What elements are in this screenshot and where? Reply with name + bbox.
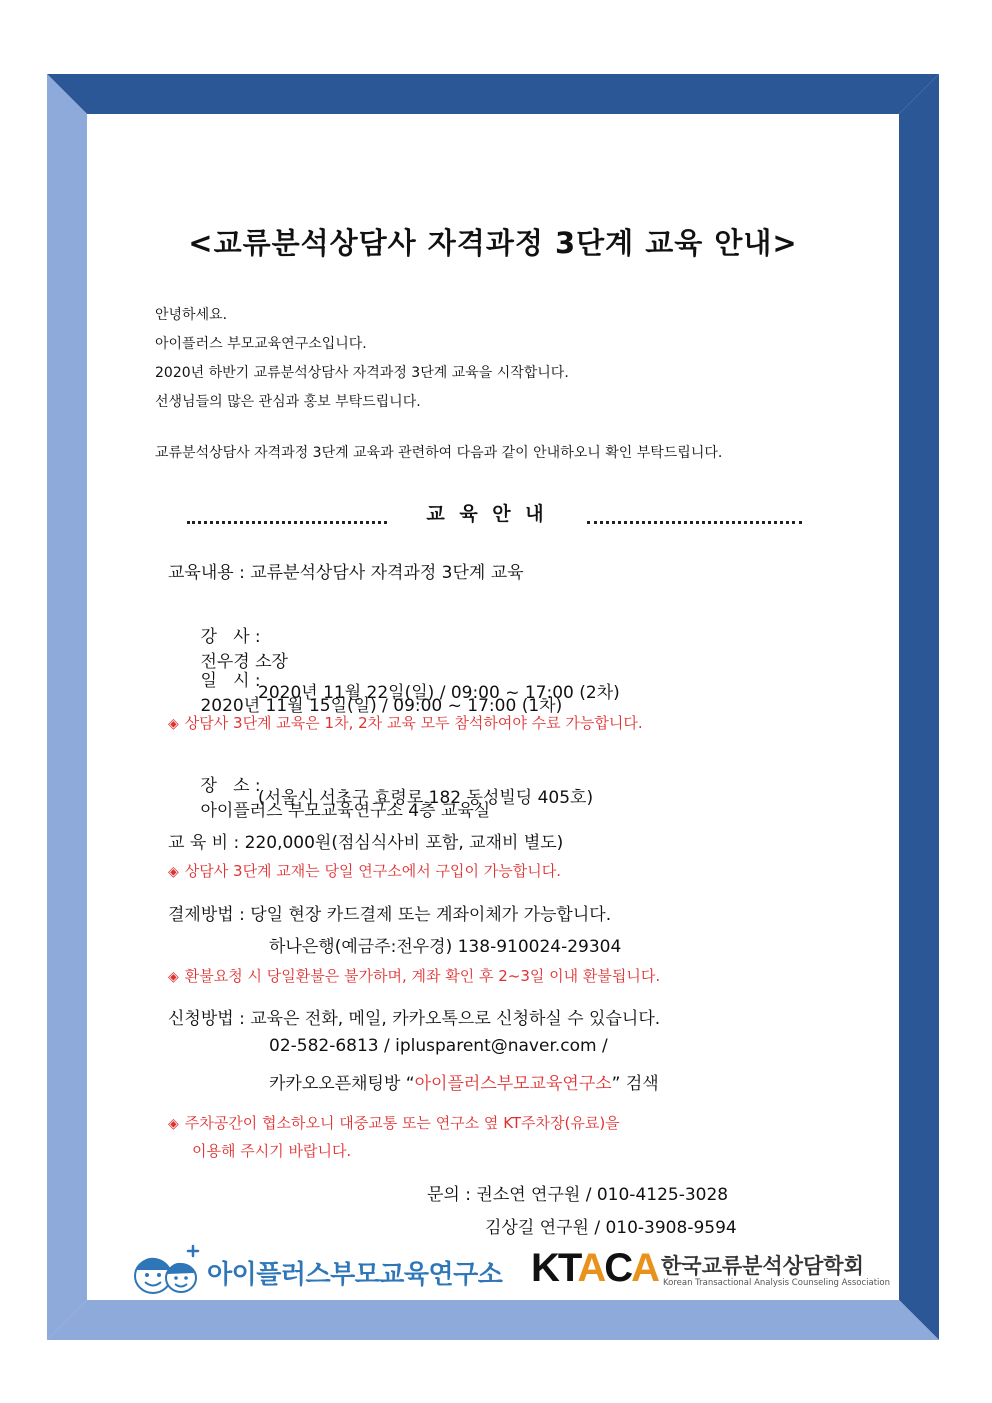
detail-fee [168,828,563,853]
contact-label: 문의 : [427,1185,471,1205]
bullet-diamond-icon: ◈ [168,716,179,732]
detail-label: 강 사 : [200,627,261,647]
detail-label: 장 소 : [200,776,261,796]
detail-label: 교육내용 : [168,563,245,583]
ktaca-name-en: Korean Transactional Analysis Counseling Association [663,1278,890,1288]
detail-value: 아이플러스 부모교육연구소 4층 교육실 [200,801,491,821]
detail-value: 220,000원(점심식사비 포함, 교재비 별도) [244,833,564,853]
contact-value: 권소연 연구원 / 010-4125-3028 [476,1185,729,1205]
detail-apply-line3 [269,1069,659,1094]
smiling-child-icon [131,1242,207,1306]
detail-payment [168,900,611,925]
detail-value: 교류분석상담사 자격과정 3단계 교육 [250,563,524,583]
intro-line: 안녕하세요. [155,307,228,323]
note-text: 주차공간이 협소하오니 대중교통 또는 연구소 옆 KT주차장(유료)을 [184,1114,620,1132]
schedule-note [168,712,643,733]
notice-text: 교류분석상담사 자격과정 3단계 교육과 관련하여 다음과 같이 안내하오니 확인 부탁드립니다. [155,445,723,461]
detail-schedule-line2: 2020년 11월 22일(일) / 09:00 ~ 17:00 (2차) [258,683,620,703]
bullet-diamond-icon: ◈ [168,1116,179,1132]
intro-line: 아이플러스 부모교육연구소입니다. [155,336,367,352]
section-title: 교 육 안 내 [426,503,548,525]
document-body [87,114,899,1300]
page-title: <교류분석상담사 자격과정 3단계 교육 안내> [188,226,798,260]
contact-line2: 김상길 연구원 / 010-3908-9594 [485,1218,737,1238]
intro-line: 선생님들의 많은 관심과 홍보 부탁드립니다. [155,394,421,410]
apply-suffix: ” 검색 [611,1074,659,1094]
detail-label: 신청방법 : [168,1009,245,1029]
dotted-leader-right [587,521,802,524]
parking-note [168,1112,620,1133]
apply-highlight: 아이플러스부모교육연구소 [414,1074,612,1094]
detail-apply [168,1004,660,1029]
detail-payment-line2: 하나은행(예금주:전우경) 138-910024-29304 [269,937,622,957]
note-text: 상담사 3단계 교육은 1차, 2차 교육 모두 참석하여야 수료 가능합니다. [184,714,643,732]
parking-note-line2: 이용해 주시기 바랍니다. [192,1142,352,1160]
fee-note [168,860,561,881]
detail-label: 교 육 비 : [168,833,240,853]
ktaca-mark: KTACA [531,1246,659,1290]
detail-label: 결제방법 : [168,905,245,925]
intro-text [155,301,569,417]
ktaca-name-kr: 한국교류분석상담학회 [661,1254,864,1278]
detail-content [168,558,524,583]
detail-value: 당일 현장 카드결제 또는 계좌이체가 가능합니다. [250,905,612,925]
section-header [187,499,807,529]
iplus-logo [131,1242,531,1306]
detail-value: 전우경 소장 [200,652,288,672]
intro-line: 2020년 하반기 교류분석상담사 자격과정 3단계 교육을 시작합니다. [155,365,569,381]
contact-line1 [427,1180,728,1205]
payment-note [168,965,660,986]
bullet-diamond-icon: ◈ [168,864,179,880]
detail-label: 일 시 : [200,671,261,691]
decorative-frame [47,74,939,1340]
dotted-leader-left [187,521,387,524]
detail-place-line2: (서울시 서초구 효령로 182 동성빌딩 405호) [258,788,594,808]
bullet-diamond-icon: ◈ [168,969,179,985]
note-text: 상담사 3단계 교재는 당일 연구소에서 구입이 가능합니다. [184,862,561,880]
ktaca-logo [531,1242,890,1306]
note-text: 환불요청 시 당일환불은 불가하며, 계좌 확인 후 2~3일 이내 환불됩니다. [184,967,661,985]
detail-value: 교육은 전화, 메일, 카카오톡으로 신청하실 수 있습니다. [250,1009,661,1029]
detail-value: 2020년 11월 15일(일) / 09:00 ~ 17:00 (1차) [200,696,563,716]
apply-prefix: 카카오오픈채팅방 “ [269,1074,415,1094]
iplus-logo-text: 아이플러스부모교육연구소 [207,1260,503,1290]
detail-apply-line2: 02-582-6813 / iplusparent@naver.com / [269,1036,608,1056]
